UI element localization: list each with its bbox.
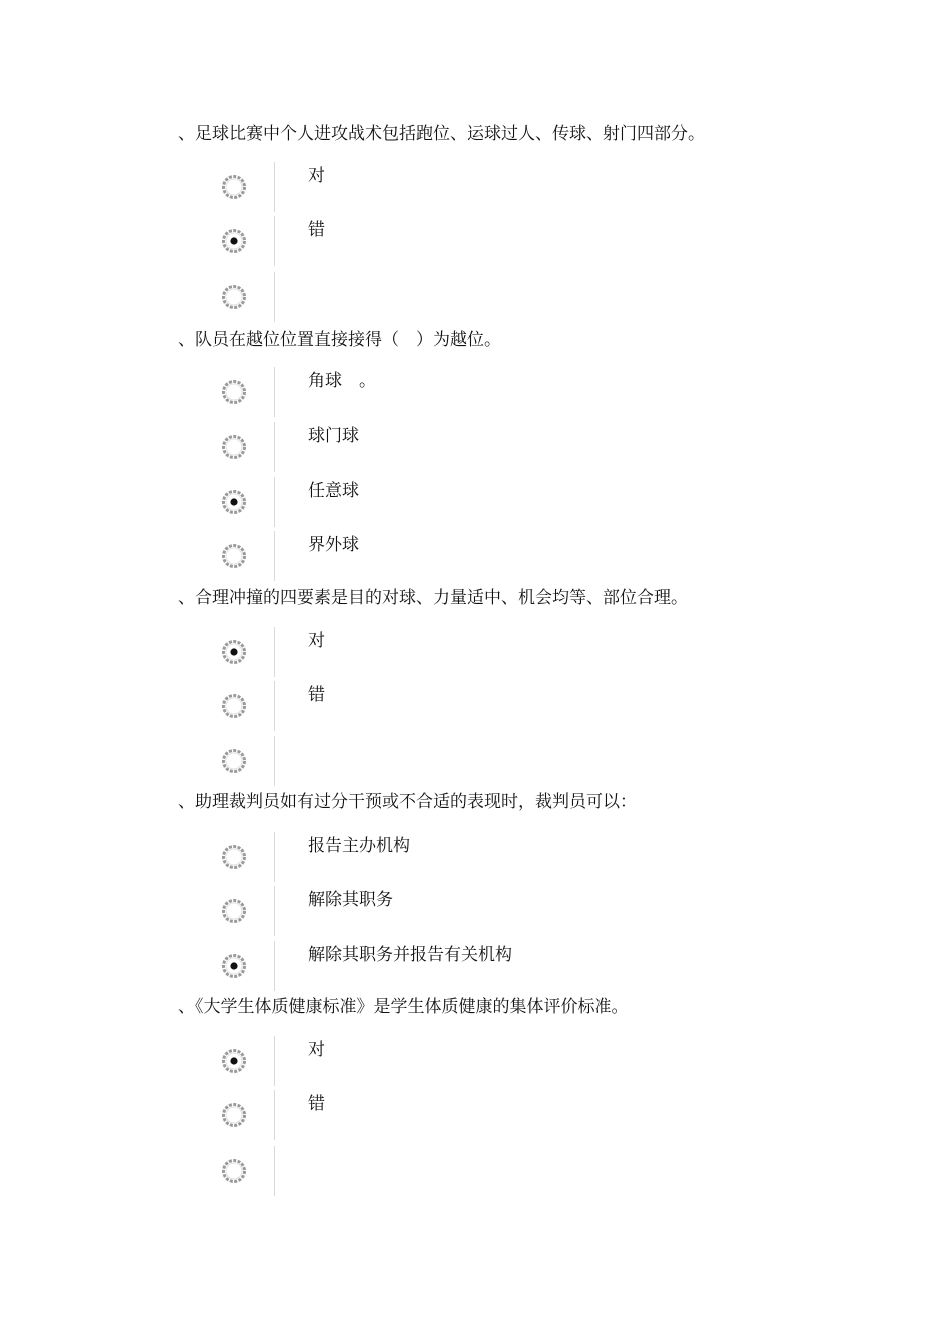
radio-button-selected[interactable] <box>221 1048 247 1074</box>
radio-unchecked-icon <box>221 379 247 405</box>
option-row <box>0 1146 950 1196</box>
option-row <box>0 367 950 417</box>
radio-button-selected[interactable] <box>221 489 247 515</box>
radio-button-selected[interactable] <box>221 639 247 665</box>
option-divider <box>274 272 275 322</box>
radio-button[interactable] <box>221 898 247 924</box>
option-label[interactable]: 解除其职务 <box>308 890 393 910</box>
option-divider <box>274 1146 275 1196</box>
radio-button[interactable] <box>221 543 247 569</box>
option-divider <box>274 1036 275 1086</box>
option-row <box>0 1036 950 1086</box>
option-label[interactable]: 解除其职务并报告有关机构 <box>308 945 512 965</box>
question-text: 、助理裁判员如有过分干预或不合适的表现时，裁判员可以： <box>178 792 637 812</box>
option-divider <box>274 367 275 417</box>
option-label[interactable]: 球门球 <box>308 426 359 446</box>
option-label[interactable]: 界外球 <box>308 535 359 555</box>
option-row <box>0 627 950 677</box>
option-label[interactable]: 对 <box>308 166 325 186</box>
option-row <box>0 272 950 322</box>
radio-unchecked-icon <box>221 543 247 569</box>
radio-button[interactable] <box>221 1102 247 1128</box>
radio-unchecked-icon <box>221 693 247 719</box>
radio-button[interactable] <box>221 434 247 460</box>
radio-unchecked-icon <box>221 844 247 870</box>
radio-checked-icon <box>221 1048 247 1074</box>
radio-checked-icon <box>221 228 247 254</box>
option-label[interactable]: 角球 。 <box>308 371 376 391</box>
option-divider <box>274 736 275 786</box>
option-divider <box>274 1090 275 1140</box>
radio-checked-icon <box>221 953 247 979</box>
radio-button-selected[interactable] <box>221 228 247 254</box>
option-row <box>0 216 950 266</box>
option-label[interactable]: 任意球 <box>308 481 359 501</box>
question-text: 、合理冲撞的四要素是目的对球、力量适中、机会均等、部位合理。 <box>178 588 688 608</box>
radio-unchecked-icon <box>221 1102 247 1128</box>
option-label[interactable]: 错 <box>308 220 325 240</box>
radio-unchecked-icon <box>221 284 247 310</box>
option-divider <box>274 681 275 731</box>
option-label[interactable]: 报告主办机构 <box>308 836 410 856</box>
option-row <box>0 1090 950 1140</box>
option-divider <box>274 941 275 991</box>
option-divider <box>274 422 275 472</box>
radio-button[interactable] <box>221 1158 247 1184</box>
option-row <box>0 422 950 472</box>
radio-unchecked-icon <box>221 1158 247 1184</box>
question-text: 、队员在越位位置直接接得（ ）为越位。 <box>178 330 501 350</box>
option-divider <box>274 627 275 677</box>
option-label[interactable]: 对 <box>308 1040 325 1060</box>
option-row <box>0 531 950 581</box>
option-divider <box>274 477 275 527</box>
option-label[interactable]: 对 <box>308 631 325 651</box>
option-divider <box>274 162 275 212</box>
radio-button[interactable] <box>221 693 247 719</box>
radio-checked-icon <box>221 639 247 665</box>
radio-checked-icon <box>221 489 247 515</box>
option-divider <box>274 531 275 581</box>
radio-unchecked-icon <box>221 748 247 774</box>
option-row <box>0 681 950 731</box>
option-label[interactable]: 错 <box>308 1094 325 1114</box>
option-divider <box>274 832 275 882</box>
radio-button[interactable] <box>221 174 247 200</box>
option-row <box>0 162 950 212</box>
radio-unchecked-icon <box>221 174 247 200</box>
radio-button[interactable] <box>221 748 247 774</box>
option-row <box>0 736 950 786</box>
radio-button-selected[interactable] <box>221 953 247 979</box>
radio-button[interactable] <box>221 844 247 870</box>
option-label[interactable]: 错 <box>308 685 325 705</box>
radio-unchecked-icon <box>221 898 247 924</box>
option-divider <box>274 886 275 936</box>
option-row <box>0 832 950 882</box>
option-row <box>0 941 950 991</box>
option-divider <box>274 216 275 266</box>
radio-button[interactable] <box>221 284 247 310</box>
question-text: 、足球比赛中个人进攻战术包括跑位、运球过人、传球、射门四部分。 <box>178 124 705 144</box>
radio-unchecked-icon <box>221 434 247 460</box>
option-row <box>0 886 950 936</box>
option-row <box>0 477 950 527</box>
radio-button[interactable] <box>221 379 247 405</box>
question-text: 、《大学生体质健康标准》是学生体质健康的集体评价标准。 <box>178 997 629 1017</box>
